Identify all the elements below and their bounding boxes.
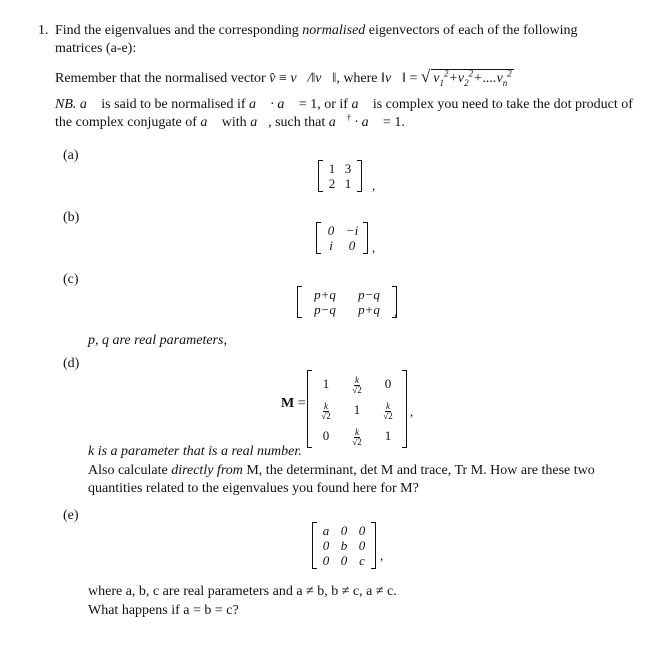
comma: , [372,178,376,193]
part-c-label: (c) [63,272,79,287]
intro-emphasis: normalised [302,23,366,38]
matrix-d-cell: 1 [322,375,330,391]
nb-text-d: the complex conjugate of [55,115,201,130]
hermitian-product-formula: a⃗† · a⃗ = 1 [328,112,402,130]
matrix-e-cell: a [322,523,330,538]
matrix-d-cell: $\frac{k}{√2}$ [352,427,362,447]
matrix-e-cell: 0 [358,538,366,553]
matrix-c-cell: p−q [314,302,336,317]
dot-product-formula: a⃗ · a⃗ = 1 [249,97,318,112]
comma: , [372,240,376,255]
matrix-d-cell: 1 [384,427,392,443]
part-d-extra-2: quantities related to the eigenvalues you found here for M? [88,481,419,496]
comma: , [410,404,414,419]
intro-text-b: eigenvectors of each of the following [365,23,578,38]
intro-text-a: Find the eigenvalues and the corresponding [55,23,303,38]
matrix-b-cell: −i [345,223,359,238]
matrix-a-cell: 1 [344,176,352,191]
part-b-label: (b) [63,210,80,225]
matrix-e [312,522,376,569]
part-d-label: (d) [63,356,80,371]
comma: , [394,304,398,319]
vector-a-symbol-2: a⃗ [351,97,370,112]
nb-text-f: , such that [268,115,329,130]
part-d-extra-emph: directly from [171,463,243,478]
nb-text-a: is said to be normalised if [97,97,250,112]
matrix-c [297,286,397,318]
matrix-b-cell: 0 [327,223,335,238]
matrix-d-cell: $\frac{k}{√2}$ [383,401,393,421]
matrix-b-cell: i [329,238,333,253]
nb-text-b: , or if [317,97,352,112]
matrix-d-cell: 1 [353,401,361,417]
matrix-a-cell: 1 [328,161,336,176]
remember-line [55,68,514,88]
matrix-c-cell: p+q [314,287,336,302]
matrix-d-name: M = [281,396,306,411]
part-a-label: (a) [63,148,79,163]
nb-text-c: is complex you need to take the dot product of [369,97,633,112]
matrix-e-cell: 0 [340,553,348,568]
matrix-c-cell: p−q [358,287,380,302]
part-c-note: p, q are real parameters, [88,333,227,348]
matrix-d-cell: $\frac{k}{√2}$ [321,401,331,421]
vector-a-symbol-3: a⃗ [200,115,219,130]
part-d-extra-1b: M, the determinant, det M and trace, Tr M. How are these two [242,463,595,478]
part-e-note: where a, b, c are real parameters and a ≠ b, b ≠ c, a ≠ c. [88,584,397,599]
matrix-d-cell: 0 [384,375,392,391]
comma: , [380,548,384,563]
remember-text-a: Remember that the normalised vector [55,71,270,86]
matrix-b-cell: 0 [348,238,356,253]
matrix-d-symbol: M [281,396,295,411]
part-d-extra-1 [88,462,595,480]
matrix-e-cell: c [359,553,365,568]
intro-line-1 [55,22,578,40]
matrix-d-cell: 0 [322,427,330,443]
matrix-a [318,160,362,192]
remember-text-b: , where [336,71,382,86]
nb-label: NB. [55,97,77,112]
matrix-a-cell: 3 [344,161,352,176]
vector-a-symbol: a⃗ [79,97,98,112]
part-e-question: What happens if a = b = c? [88,603,239,618]
nb-line-1 [55,96,633,114]
normalised-vector-formula: v̂ ≡ v⃗/‖v⃗‖ [269,71,337,86]
matrix-e-cell: 0 [322,553,330,568]
matrix-b [316,222,368,254]
matrix-e-cell: 0 [358,523,366,538]
vector-a-symbol-4: a⃗ [250,115,269,130]
matrix-e-cell: b [340,538,348,553]
question-number: 1. [38,23,49,38]
matrix-e-cell: 0 [340,523,348,538]
matrix-c-cell: p+q [358,302,380,317]
nb-line-2 [55,114,405,132]
part-d-note [88,443,302,461]
part-d-note-text: k is a parameter that is a real number. [88,444,302,459]
norm-formula: ‖v⃗‖ = √ $v_1^2+v_2^2+....v_n^2$ [381,67,512,88]
matrix-d-cell: $\frac{k}{√2}$ [352,375,362,395]
part-e-label: (e) [63,508,79,523]
matrix-d [307,370,407,448]
intro-line-2: matrices (a-e): [55,41,137,56]
matrix-a-cell: 2 [328,176,336,191]
matrix-e-cell: 0 [322,538,330,553]
nb-text-e: with [218,115,251,130]
nb-text-g: . [401,115,405,130]
part-d-extra-1a: Also calculate [88,463,172,478]
